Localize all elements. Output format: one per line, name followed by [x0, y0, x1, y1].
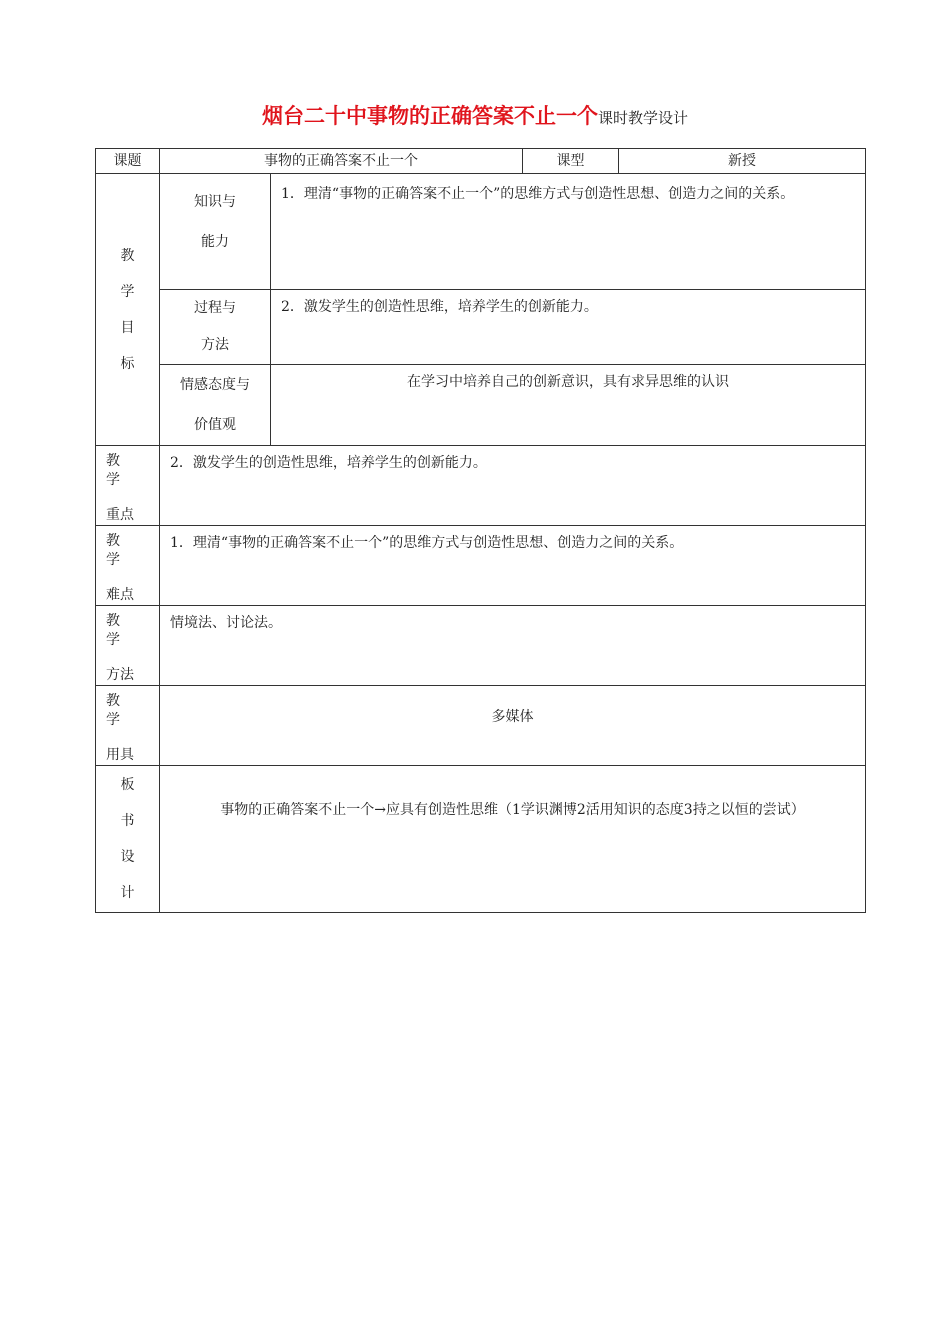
emotion-label-line2: 价值观	[194, 417, 236, 433]
board-label-char: 设	[120, 848, 135, 865]
method-text	[160, 606, 866, 686]
objectives-label-char: 学	[120, 283, 135, 300]
knowledge-label	[160, 174, 271, 290]
tools-text	[160, 686, 866, 766]
objective-process-row	[96, 290, 866, 365]
difficulty-text	[160, 526, 866, 606]
title-main: 烟台二十中事物的正确答案不止一个	[261, 104, 598, 128]
objectives-label	[96, 174, 160, 446]
objective-knowledge-row	[96, 174, 866, 290]
knowledge-text-content: 1．理清“事物的正确答案不止一个”的思维方式与创造性思想、创造力之间的关系。	[281, 186, 795, 202]
objectives-label-char: 目	[120, 319, 135, 336]
process-label-line1: 过程与	[194, 300, 236, 316]
process-text-content: 2．激发学生的创造性思维，培养学生的创新能力。	[281, 299, 598, 315]
process-label	[160, 290, 271, 365]
knowledge-text	[271, 174, 866, 290]
method-label	[96, 606, 160, 686]
tools-row	[96, 686, 866, 766]
focus-label	[96, 446, 160, 526]
method-label-line2: 方法	[106, 666, 134, 683]
tools-label	[96, 686, 160, 766]
knowledge-label-line1: 知识与	[194, 193, 236, 210]
topic-value: 事物的正确答案不止一个	[160, 149, 523, 174]
type-label: 课型	[523, 149, 619, 174]
board-label-char: 计	[120, 884, 135, 901]
type-value: 新授	[619, 149, 866, 174]
title-suffix: 课时教学设计	[597, 109, 688, 127]
objective-emotion-row	[96, 365, 866, 446]
header-row	[96, 149, 866, 174]
difficulty-label	[96, 526, 160, 606]
board-label-char: 书	[120, 812, 135, 829]
emotion-text	[271, 365, 866, 446]
process-label-line2: 方法	[201, 337, 229, 353]
board-row	[96, 765, 866, 912]
difficulty-row	[96, 526, 866, 606]
board-text-content: 事物的正确答案不止一个→应具有创造性思维（1学识渊博2活用知识的态度3持之以恒的尝试）	[220, 801, 805, 818]
process-text	[271, 290, 866, 365]
emotion-label-line1: 情感态度与	[180, 377, 250, 393]
method-row	[96, 606, 866, 686]
page-title	[0, 100, 950, 130]
difficulty-label-line1: 教学	[106, 533, 136, 568]
board-text	[160, 765, 866, 912]
difficulty-text-content: 1．理清“事物的正确答案不止一个”的思维方式与创造性思想、创造力之间的关系。	[170, 535, 684, 551]
focus-text	[160, 446, 866, 526]
emotion-label	[160, 365, 271, 446]
objectives-label-char: 教	[120, 247, 135, 264]
focus-text-content: 2．激发学生的创造性思维，培养学生的创新能力。	[170, 455, 487, 471]
focus-label-line1: 教学	[106, 453, 136, 488]
knowledge-label-line2: 能力	[201, 233, 229, 250]
tools-label-line1: 教学	[106, 693, 136, 728]
board-label-char: 板	[120, 776, 135, 793]
board-label	[96, 765, 160, 912]
method-label-line1: 教学	[106, 613, 136, 648]
focus-label-line2: 重点	[106, 506, 134, 523]
objectives-label-char: 标	[120, 355, 135, 372]
emotion-text-content: 在学习中培养自己的创新意识，具有求异思维的认识	[407, 374, 729, 390]
tools-label-line2: 用具	[106, 746, 134, 763]
difficulty-label-line2: 难点	[106, 586, 134, 603]
method-text-content: 情境法、讨论法。	[170, 615, 282, 631]
tools-text-content: 多媒体	[491, 709, 534, 725]
topic-label: 课题	[96, 149, 160, 174]
lesson-plan-table	[95, 148, 866, 913]
focus-row	[96, 446, 866, 526]
